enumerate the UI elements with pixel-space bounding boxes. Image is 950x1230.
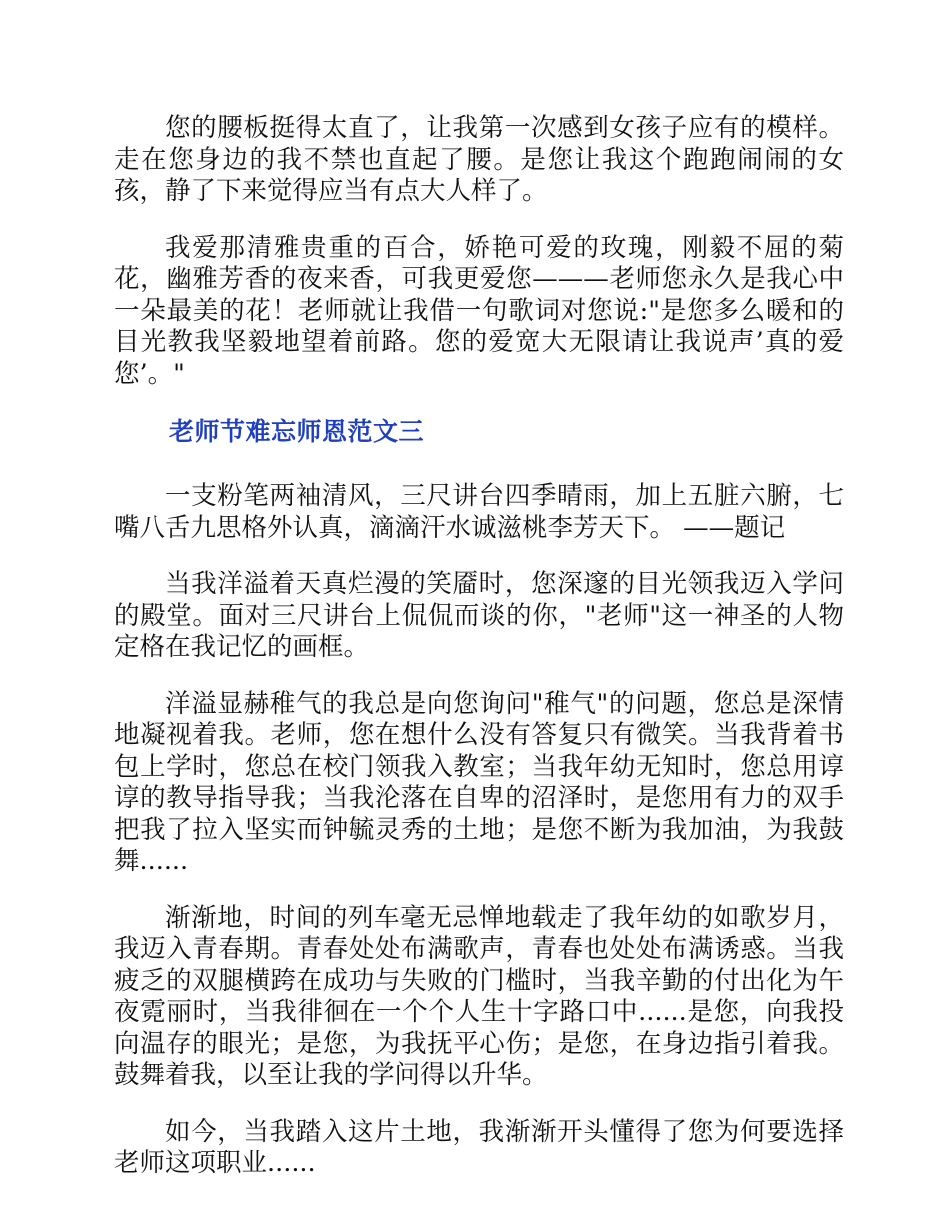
paragraph: 如今，当我踏入这片土地，我渐渐开头懂得了您为何要选择老师这项职业...... xyxy=(114,1116,844,1178)
paragraph: 渐渐地，时间的列车毫无忌惮地载走了我年幼的如歌岁月，我迈入青春期。青春处处布满歌声，青春也处处布满诱惑。当我疲乏的双腿横跨在成功与失败的门槛时，当我辛勤的付出化为午夜霓丽时，当我徘徊在一个个人生十字路口中......是您，向我投向温存的眼光；是您，为我抚平心伤；是您，在身边指引着我。鼓舞着我，以至让我的学问得以升华。 xyxy=(114,902,844,1090)
document-body xyxy=(114,113,844,1180)
section-heading: 老师节难忘师恩范文三 xyxy=(169,417,425,446)
paragraph: 我爱那清雅贵重的百合，娇艳可爱的玫瑰，刚毅不屈的菊花，幽雅芳香的夜来香，可我更爱您———老师您永久是我心中一朵最美的花！老师就让我借一句歌词对您说:"是您多么暖和的目光教我坚毅地望着前路。您的爱宽大无限请让我说声’真的爱您’。" xyxy=(114,232,844,389)
paragraph: 洋溢显赫稚气的我总是向您询问"稚气"的问题，您总是深情地凝视着我。老师，您在想什么没有答复只有微笑。当我背着书包上学时，您总在校门领我入教室；当我年幼无知时，您总用谆谆的教导指导我；当我沦落在自卑的沼泽时，是您用有力的双手把我了拉入坚实而钟毓灵秀的土地；是您不断为我加油，为我鼓舞...... xyxy=(114,688,844,876)
paragraph: 当我洋溢着天真烂漫的笑靥时，您深邃的目光领我迈入学问的殿堂。面对三尺讲台上侃侃而谈的你，"老师"这一神圣的人物定格在我记忆的画框。 xyxy=(114,569,844,662)
epigraph-paragraph: 一支粉笔两袖清风，三尺讲台四季晴雨，加上五脏六腑，七嘴八舌九思格外认真，滴滴汗水诚滋桃李芳天下。 ——题记 xyxy=(114,481,844,543)
paragraph: 您的腰板挺得太直了，让我第一次感到女孩子应有的模样。走在您身边的我不禁也直起了腰。是您让我这个跑跑闹闹的女孩，静了下来觉得应当有点大人样了。 xyxy=(114,113,844,206)
